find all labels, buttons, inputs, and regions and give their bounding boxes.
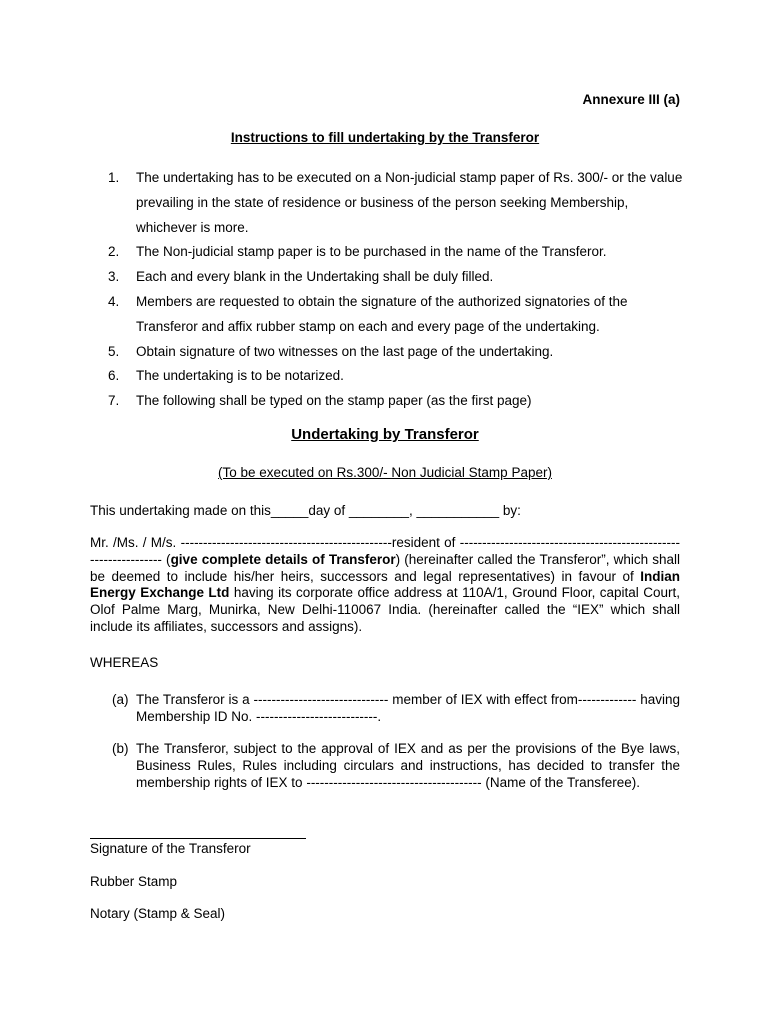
signature-line: [90, 838, 306, 839]
list-item: [108, 364, 683, 389]
transferor-details-paragraph: [90, 535, 680, 636]
item-text: The following shall be typed on the stamp paper (as the first page): [136, 393, 532, 409]
annexure-label: Annexure III (a): [582, 92, 680, 107]
item-text: The undertaking has to be executed on a Non-judicial stamp paper of Rs. 300/- or the value prevailing in the state of residence or business of the person seeking Membership, whichever is more.: [136, 170, 683, 235]
signature-label: Signature of the Transferor: [90, 841, 251, 856]
list-item: [108, 389, 683, 414]
item-text: The undertaking is to be notarized.: [136, 368, 344, 384]
list-item: [108, 166, 683, 240]
whereas-heading: WHEREAS: [90, 655, 159, 670]
item-text: Obtain signature of two witnesses on the last page of the undertaking.: [136, 343, 554, 359]
item-text: Members are requested to obtain the signature of the authorized signatories of the Transferor and affix rubber stamp on each and every page of the undertaking.: [136, 293, 628, 334]
item-number: 6.: [108, 368, 120, 384]
list-item: [108, 265, 683, 290]
item-number: 5.: [108, 343, 120, 359]
undertaking-subtitle: (To be executed on Rs.300/- Non Judicial Stamp Paper): [218, 465, 552, 480]
notary-label: Notary (Stamp & Seal): [90, 906, 226, 921]
rubber-stamp-label: Rubber Stamp: [90, 874, 178, 889]
list-item: [108, 340, 683, 365]
clause-b: [112, 741, 680, 791]
item-text: The Non-judicial stamp paper is to be purchased in the name of the Transferor.: [136, 244, 607, 260]
instructions-list: [108, 166, 683, 414]
company-name: Indian Energy Exchange Ltd: [90, 568, 680, 601]
instructions-title: Instructions to fill undertaking by the Transferor: [230, 130, 540, 145]
clause-label: (a): [112, 692, 129, 707]
undertaking-title: Undertaking by Transferor: [291, 426, 479, 443]
clause-a: [112, 692, 680, 726]
paragraph-text: ) (hereinafter called the Transferor”, which shall be deemed to include his/her heirs, successors and legal representatives) in favour of: [90, 551, 680, 584]
item-number: 2.: [108, 244, 120, 260]
clause-text: The Transferor, subject to the approval of IEX and as per the provisions of the Bye laws, Business Rules, Rules including circulars and instructions, has decided to transfer the membership rights of IEX to --------------------------------------- (Name of the Transferee).: [136, 741, 680, 790]
item-text: Each and every blank in the Undertaking shall be duly filled.: [136, 269, 494, 285]
item-number: 4.: [108, 293, 120, 309]
item-number: 7.: [108, 393, 120, 409]
clause-label: (b): [112, 741, 129, 756]
paragraph-text: Mr. /Ms. / M/s. -----------------------------------------------resident of ----------------------------------------------------------------- (: [90, 535, 680, 567]
undertaking-date-line: This undertaking made on this_____day of ________, ___________ by:: [90, 503, 521, 518]
item-number: 1.: [108, 170, 120, 185]
list-item: [108, 290, 683, 340]
clause-text: The Transferor is a ------------------------------ member of IEX with effect from------------- having Membership ID No. ---------------------------.: [136, 692, 680, 724]
item-number: 3.: [108, 269, 120, 285]
paragraph-text: having its corporate office address at 110A/1, Ground Floor, capital Court, Olof Palme Marg, Munirka, New Delhi-110067 India. (hereinafter called the “IEX” which shall include its affiliates, successors and assigns).: [90, 585, 680, 634]
list-item: [108, 240, 683, 265]
paragraph-bold-text: give complete details of Transferor: [170, 551, 396, 567]
